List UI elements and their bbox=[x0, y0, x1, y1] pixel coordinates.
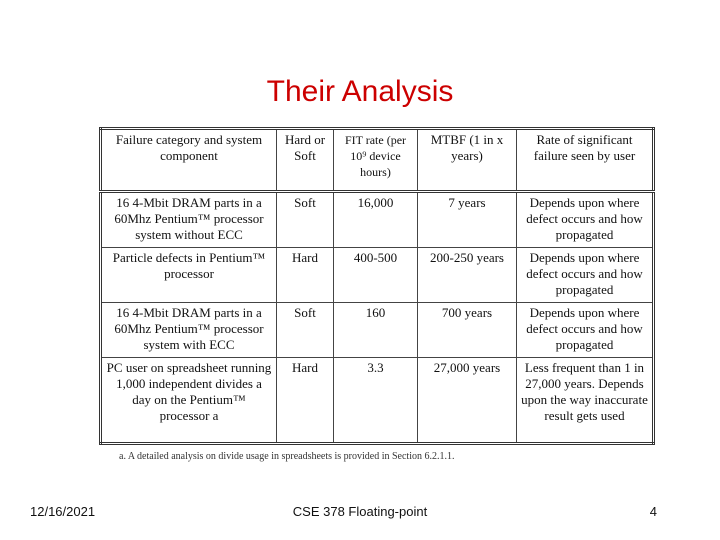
cell-fit-rate: 16,000 bbox=[334, 192, 418, 248]
cell-significant-failure-rate: Depends upon where defect occurs and how propagated bbox=[517, 192, 654, 248]
header-mtbf: MTBF (1 in x years) bbox=[418, 129, 517, 192]
table-footnote: a. A detailed analysis on divide usage in spreadsheets is provided in Section 6.2.1.1. bbox=[119, 451, 455, 462]
footer-course-title: CSE 378 Floating-point bbox=[292, 504, 428, 519]
table-header-row bbox=[101, 129, 654, 192]
table-row bbox=[101, 192, 654, 248]
header-failure-category: Failure category and system component bbox=[101, 129, 277, 192]
cell-significant-failure-rate: Depends upon where defect occurs and how propagated bbox=[517, 248, 654, 303]
slide-title: Their Analysis bbox=[266, 75, 454, 108]
cell-significant-failure-rate: Depends upon where defect occurs and how propagated bbox=[517, 303, 654, 358]
cell-hard-or-soft: Hard bbox=[277, 248, 334, 303]
table-row bbox=[101, 358, 654, 444]
cell-fit-rate: 400-500 bbox=[334, 248, 418, 303]
page-number: 4 bbox=[649, 504, 657, 519]
cell-hard-or-soft: Soft bbox=[277, 192, 334, 248]
cell-hard-or-soft: Hard bbox=[277, 358, 334, 444]
cell-hard-or-soft: Soft bbox=[277, 303, 334, 358]
cell-fit-rate: 3.3 bbox=[334, 358, 418, 444]
cell-mtbf: 200-250 years bbox=[418, 248, 517, 303]
header-fit-rate: FIT rate (per 10⁹ device hours) bbox=[334, 129, 418, 192]
failure-analysis-table bbox=[99, 127, 655, 445]
cell-significant-failure-rate: Less frequent than 1 in 27,000 years. Depends upon the way inaccurate result gets used bbox=[517, 358, 654, 444]
cell-failure-category: 16 4-Mbit DRAM parts in a 60Mhz Pentium™ processor system without ECC bbox=[101, 192, 277, 248]
cell-mtbf: 7 years bbox=[418, 192, 517, 248]
cell-failure-category: PC user on spreadsheet running 1,000 independent divides a day on the Pentium™ processor a bbox=[101, 358, 277, 444]
cell-failure-category: 16 4-Mbit DRAM parts in a 60Mhz Pentium™ processor system with ECC bbox=[101, 303, 277, 358]
table-row bbox=[101, 303, 654, 358]
header-significant-failure-rate: Rate of significant failure seen by user bbox=[517, 129, 654, 192]
cell-failure-category: Particle defects in Pentium™ processor bbox=[101, 248, 277, 303]
cell-mtbf: 700 years bbox=[418, 303, 517, 358]
cell-mtbf: 27,000 years bbox=[418, 358, 517, 444]
failure-analysis-figure bbox=[99, 127, 652, 462]
cell-fit-rate: 160 bbox=[334, 303, 418, 358]
table-row bbox=[101, 248, 654, 303]
header-hard-or-soft: Hard or Soft bbox=[277, 129, 334, 192]
footer-date: 12/16/2021 bbox=[30, 504, 96, 519]
